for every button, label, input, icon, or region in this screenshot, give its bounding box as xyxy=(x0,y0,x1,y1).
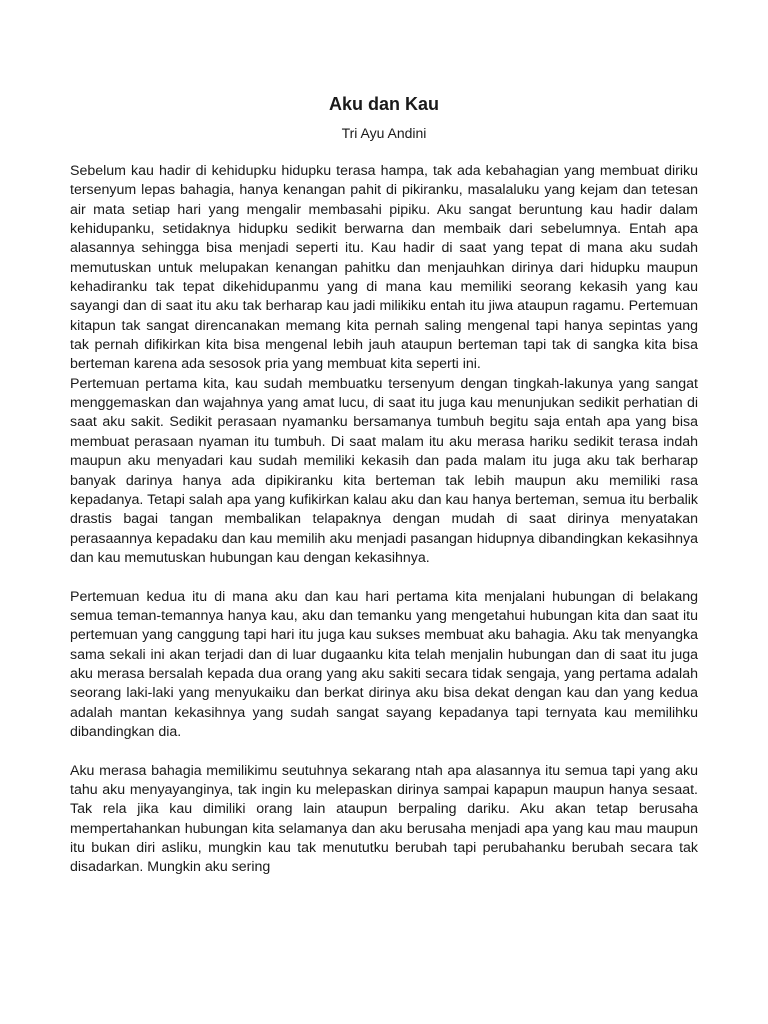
paragraph-2: Pertemuan pertama kita, kau sudah membuatku tersenyum dengan tingkah-lakunya yang sangat menggemaskan dan wajahnya yang amat lucu, di saat itu juga kau menunjukan sedikit perhatian di saat aku sakit. Sedikit perasaan nyamanku bersamanya tumbuh begitu saja entah apa yang bisa membuat perasaan nyaman itu tumbuh. Di saat malam itu aku merasa hariku sedikit terasa indah maupun aku menyadari kau sudah memiliki kekasih dan pada malam itu juga aku tak berharap banyak darinya hanya ada dipikiranku kita berteman tak lebih maupun aku memiliki rasa kepadanya. Tetapi salah apa yang kufikirkan kalau aku dan kau hanya berteman, semua itu berbalik drastis bagai tangan membalikan telapaknya dengan mudah di saat dirinya menyatakan perasaannya kepadaku dan kau memilih aku menjadi pasangan hidupnya dibandingkan kekasihnya dan kau memutuskan hubungan kau dengan kekasihnya. xyxy=(70,375,698,566)
paragraph-3: Pertemuan kedua itu di mana aku dan kau hari pertama kita menjalani hubungan di belakang semua teman-temannya hanya kau, aku dan temanku yang mengetahui hubungan kita dan saat itu pertemuan yang canggung tapi hari itu juga kau sukses membuat aku bahagia. Aku tak menyangka sama sekali ini akan terjadi dan di luar dugaanku kita telah menjalin hubungan dan di saat itu juga aku merasa bersalah kepada dua orang yang aku sakiti secara tidak sengaja, yang pertama adalah seorang laki-laki yang menyukaiku dan berkat dirinya aku bisa dekat dengan kau dan yang kedua adalah mantan kekasihnya yang sudah sangat sayang kepadanya tapi ternyata kau memilihku dibandingkan dia. xyxy=(70,588,698,740)
document-title: Aku dan Kau xyxy=(328,94,439,114)
document-body xyxy=(70,162,698,878)
document-author: Tri Ayu Andini xyxy=(341,125,427,141)
paragraph-4: Aku merasa bahagia memilikimu seutuhnya sekarang ntah apa alasannya itu semua tapi yang aku tahu aku menyayanginya, tak ingin ku melepaskan dirinya sampai kapapun maupun hanya sesaat. Tak rela jika kau dimiliki orang lain ataupun berpaling dariku. Aku akan tetap berusaha mempertahankan hubungan kita selamanya dan aku berusaha menjadi apa yang kau mau maupun itu bukan diri asliku, mungkin kau tak menututku berubah tapi perubahanku berubah secara tak disadarkan. Mungkin aku sering xyxy=(70,762,698,876)
paragraph-1: Sebelum kau hadir di kehidupku hidupku terasa hampa, tak ada kebahagian yang membuat diriku tersenyum lepas bahagia, hanya kenangan pahit di pikiranku, masalaluku yang kejam dan tetesan air mata setiap hari yang mengalir membasahi pipiku. Aku sangat beruntung kau hadir dalam kehidupanku, setidaknya hidupku sedikit berwarna dan membaik dari sebelumnya. Entah apa alasannya sehingga bisa menjadi seperti itu. Kau hadir di saat yang tepat di mana aku sudah memutuskan untuk melupakan kenangan pahitku dan menjauhkan dirinya dari hidupku maupun kehadiranku tak tepat dikehidupanmu yang di mana kau memiliki seorang kekasih yang kau sayangi dan di saat itu aku tak berharap kau jadi milikiku entah itu jiwa ataupun ragamu. Pertemuan kitapun tak sangat direncanakan memang kita pernah saling mengenal tapi hanya sepintas yang tak pernah difikirkan kita bisa mengenal lebih jauh ataupun berteman tapi tak di sangka kita bisa berteman karena ada sesosok pria yang membuat kita seperti ini. xyxy=(70,163,698,373)
